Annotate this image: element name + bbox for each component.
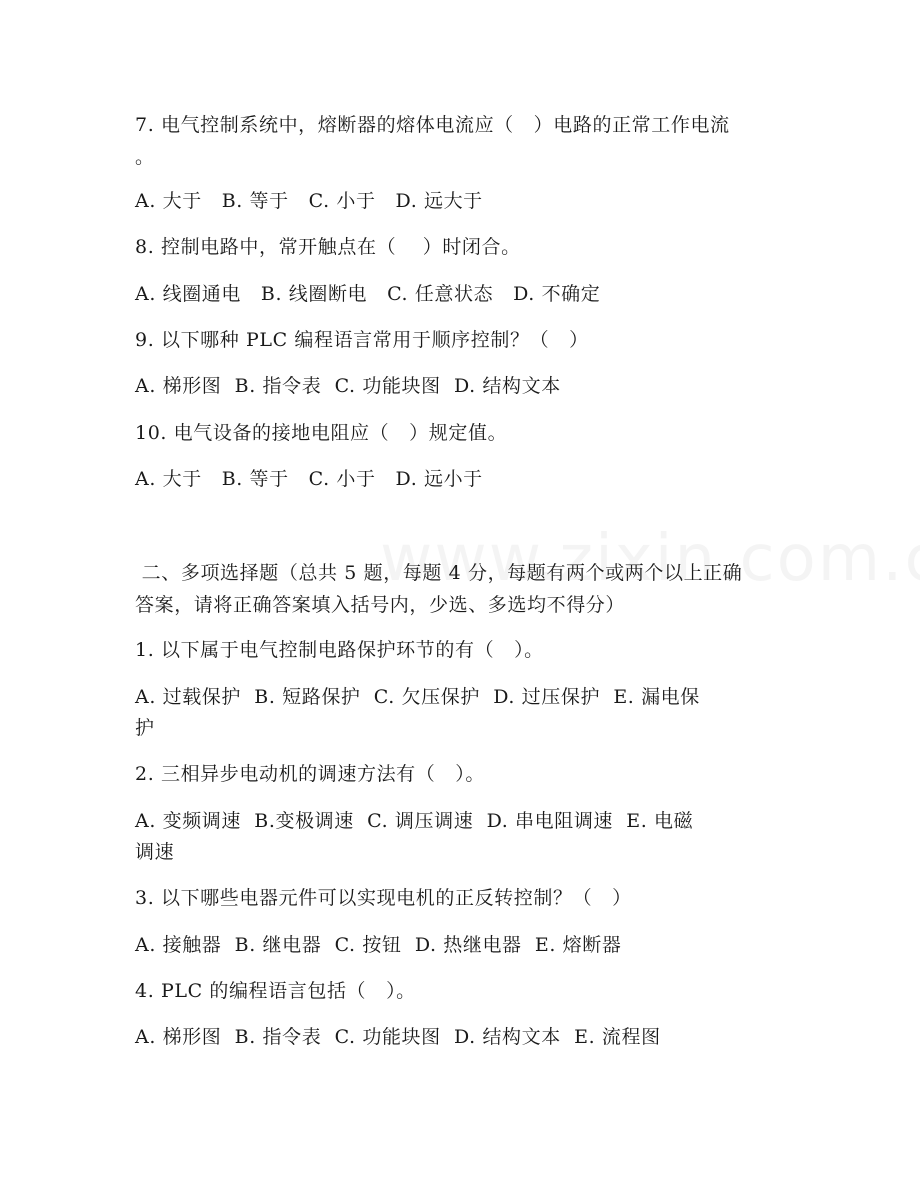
mc-question-3-options: A. 接触器 B. 继电器 C. 按钮 D. 热继电器 E. 熔断器 (135, 934, 622, 956)
mc-question-4-text: 4. PLC 的编程语言包括（ ）。 (135, 980, 416, 1002)
mc-question-2-options-continued: 调速 (135, 841, 175, 863)
mc-question-4-options: A. 梯形图 B. 指令表 C. 功能块图 D. 结构文本 E. 流程图 (135, 1026, 661, 1048)
mc-question-3-text: 3. 以下哪些电器元件可以实现电机的正反转控制？（ ） (135, 887, 632, 909)
mc-question-2-text: 2. 三相异步电动机的调速方法有（ ）。 (135, 763, 485, 785)
question-8-options: A. 线圈通电 B. 线圈断电 C. 任意状态 D. 不确定 (135, 283, 601, 305)
question-7-text: 7. 电气控制系统中，熔断器的熔体电流应（ ）电路的正常工作电流 (135, 114, 730, 136)
question-7-options: A. 大于 B. 等于 C. 小于 D. 远大于 (135, 190, 483, 212)
question-10-options: A. 大于 B. 等于 C. 小于 D. 远小于 (135, 468, 483, 490)
mc-question-1-options: A. 过载保护 B. 短路保护 C. 欠压保护 D. 过压保护 E. 漏电保 (135, 686, 700, 708)
mc-question-2-options: A. 变频调速 B.变极调速 C. 调压调速 D. 串电阻调速 E. 电磁 (135, 810, 694, 832)
question-10-text: 10. 电气设备的接地电阻应（ ）规定值。 (135, 422, 508, 444)
section-2-heading-line-2: 答案，请将正确答案填入括号内，少选、多选均不得分） (135, 594, 626, 616)
question-8-text: 8. 控制电路中，常开触点在（ ）时闭合。 (135, 236, 521, 258)
question-9-text: 9. 以下哪种 PLC 编程语言常用于顺序控制？（ ） (135, 329, 589, 351)
mc-question-1-options-continued: 护 (135, 717, 155, 739)
question-7-text-continued: 。 (135, 146, 155, 168)
question-9-options: A. 梯形图 B. 指令表 C. 功能块图 D. 结构文本 (135, 375, 561, 397)
mc-question-1-text: 1. 以下属于电气控制电路保护环节的有（ ）。 (135, 639, 544, 661)
section-2-heading-line-1: 二、多项选择题（总共 5 题，每题 4 分，每题有两个或两个以上正确 (135, 562, 743, 584)
